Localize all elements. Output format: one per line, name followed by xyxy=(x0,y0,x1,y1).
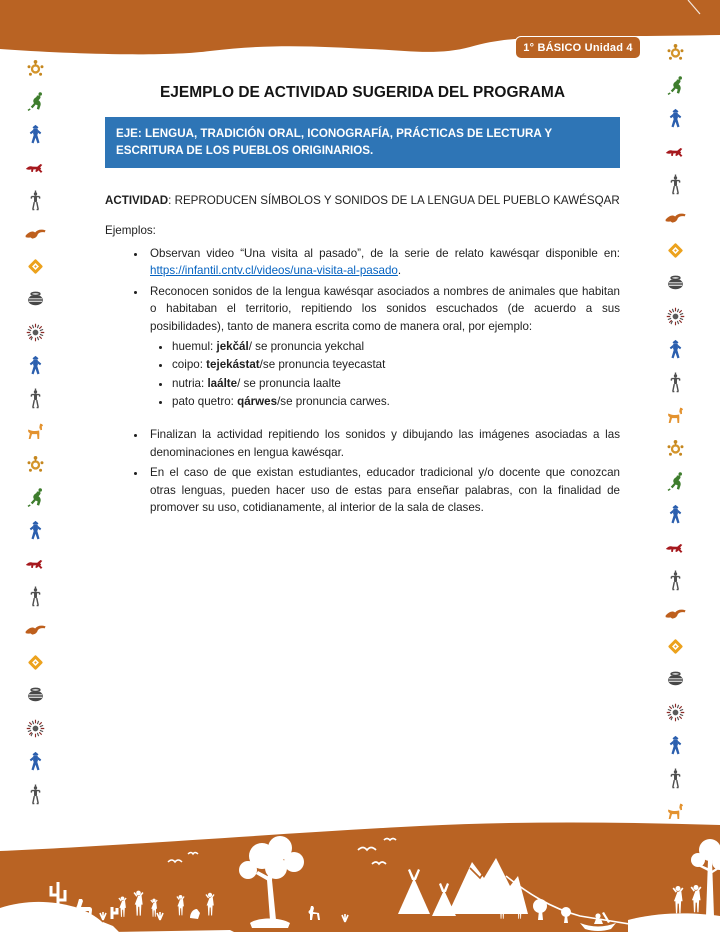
person-figure-icon xyxy=(25,784,46,805)
fox-icon xyxy=(25,157,46,178)
kawesqar-word: jekčál xyxy=(216,339,249,353)
text-segment: /se pronuncia teyecastat xyxy=(259,358,386,372)
text-segment: / se pronuncia yekchal xyxy=(248,339,365,353)
text-segment: nutria: xyxy=(172,376,208,390)
animal-sound-item xyxy=(172,338,620,356)
bullet-item xyxy=(147,426,620,461)
condor-icon xyxy=(25,619,46,640)
fox-icon xyxy=(665,537,686,558)
animal-sounds-list xyxy=(150,338,620,411)
animal-sound-item xyxy=(172,375,620,393)
content-area xyxy=(105,84,620,520)
kawesqar-word: laálte xyxy=(207,376,238,390)
text-segment: Finalizan la actividad repitiendo los sonidos y dibujando las imágenes asociadas a las denominaciones en lengua kawésqar. xyxy=(150,428,620,459)
left-icon-border xyxy=(25,58,46,805)
blue-figure-icon xyxy=(25,520,46,541)
guanaco-icon xyxy=(25,421,46,442)
frog-figure-icon xyxy=(25,487,46,508)
turtle-symbol-icon xyxy=(25,454,46,475)
eje-banner: EJE: LENGUA, TRADICIÓN ORAL, ICONOGRAFÍA, PRÁCTICAS DE LECTURA Y ESCRITURA DE LOS PUEBLOS ORIGINARIOS. xyxy=(105,117,620,168)
activity-text: : REPRODUCEN SÍMBOLOS Y SONIDOS DE LA LENGUA DEL PUEBLO KAWÉSQAR xyxy=(168,193,620,207)
frog-figure-icon xyxy=(25,91,46,112)
text-segment: pato quetro: xyxy=(172,395,238,409)
bullet-item xyxy=(147,245,620,280)
text-segment: /se pronuncia carwes. xyxy=(277,395,390,409)
condor-icon xyxy=(25,223,46,244)
blue-figure-icon xyxy=(665,735,686,756)
frog-figure-icon xyxy=(665,75,686,96)
diamond-symbol-icon xyxy=(665,240,686,261)
blue-figure-icon xyxy=(665,108,686,129)
kawesqar-word: qárwes xyxy=(237,395,278,409)
footer-illustration xyxy=(0,820,720,932)
bullet-item xyxy=(147,283,620,411)
person-figure-icon xyxy=(25,388,46,409)
fox-icon xyxy=(665,141,686,162)
clay-pot-icon xyxy=(25,685,46,706)
blue-figure-icon xyxy=(25,355,46,376)
examples-label: Ejemplos: xyxy=(105,224,156,238)
turtle-symbol-icon xyxy=(25,58,46,79)
text-segment: coipo: xyxy=(172,358,207,372)
blue-figure-icon xyxy=(25,124,46,145)
unit-badge: 1° BÁSICO Unidad 4 xyxy=(515,36,641,59)
clay-pot-icon xyxy=(665,273,686,294)
blue-figure-icon xyxy=(25,751,46,772)
activity-label: ACTIVIDAD xyxy=(105,193,169,207)
person-figure-icon xyxy=(665,174,686,195)
guanaco-icon xyxy=(665,405,686,426)
text-segment: . xyxy=(397,264,402,278)
activity-heading xyxy=(105,192,620,209)
turtle-symbol-icon xyxy=(665,438,686,459)
sun-symbol-icon xyxy=(25,718,46,739)
examples-list xyxy=(105,245,620,518)
sun-symbol-icon xyxy=(665,306,686,327)
sun-symbol-icon xyxy=(25,322,46,343)
guanaco-icon xyxy=(665,801,686,822)
kawesqar-word: tejekástat xyxy=(206,358,260,372)
person-figure-icon xyxy=(25,586,46,607)
turtle-symbol-icon xyxy=(665,42,686,63)
blue-figure-icon xyxy=(665,504,686,525)
person-figure-icon xyxy=(25,190,46,211)
clay-pot-icon xyxy=(665,669,686,690)
diamond-symbol-icon xyxy=(25,652,46,673)
text-segment: huemul: xyxy=(172,339,217,353)
diamond-symbol-icon xyxy=(25,256,46,277)
person-figure-icon xyxy=(665,768,686,789)
person-figure-icon xyxy=(665,570,686,591)
bullet-item xyxy=(147,464,620,517)
blue-figure-icon xyxy=(665,339,686,360)
condor-icon xyxy=(665,207,686,228)
video-link[interactable]: https://infantil.cntv.cl/videos/una-visita-al-pasado xyxy=(150,264,398,278)
animal-sound-item xyxy=(172,393,620,411)
fox-icon xyxy=(25,553,46,574)
text-segment: Observan video “Una visita al pasado”, de la serie de relato kawésqar disponible en: xyxy=(150,246,620,260)
condor-icon xyxy=(665,603,686,624)
right-icon-border xyxy=(665,42,686,822)
sun-symbol-icon xyxy=(665,702,686,723)
diamond-symbol-icon xyxy=(665,636,686,657)
text-segment: / se pronuncia laalte xyxy=(237,376,341,390)
clay-pot-icon xyxy=(25,289,46,310)
text-segment: En el caso de que existan estudiantes, educador tradicional y/o docente que conozcan otras lenguas, pueden hacer uso de estas para enseñar palabras, con la finalidad de promover su uso, cotidianamente, al interior de la sala de clases. xyxy=(150,466,620,515)
frog-figure-icon xyxy=(665,471,686,492)
animal-sound-item xyxy=(172,356,620,374)
page-title: EJEMPLO DE ACTIVIDAD SUGERIDA DEL PROGRAMA xyxy=(159,84,566,101)
text-segment: Reconocen sonidos de la lengua kawésqar asociados a nombres de animales que habitan o habitaban el territorio, repitiendo los sonidos escuchados (de acuerdo a sus posibilidades), tanto de manera escrita como de manera oral, por ejemplo: xyxy=(150,284,620,333)
person-figure-icon xyxy=(665,372,686,393)
